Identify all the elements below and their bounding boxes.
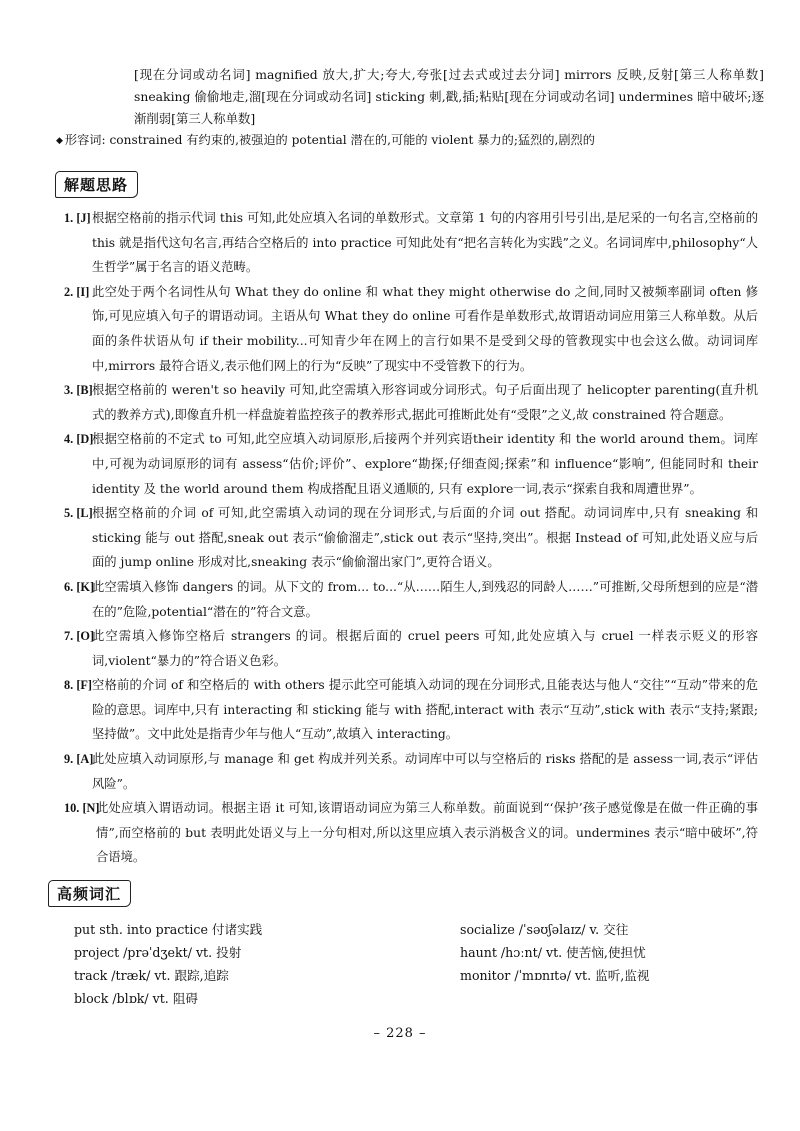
answer-explanation: 此处应填入谓语动词。根据主语 it 可知,该谓语动词应为第三人称单数。前面说到“‘保护’孩子感觉像是在做一件正确的事情”,而空格前的 but 表明此处语义与上一分句相对,所以这里应填入表示消极含义的词。undermines 表示“暗中破坏”,符合语境。 (96, 801, 758, 865)
answer-explanation: 此空处于两个名词性从句 What they do online 和 what they might otherwise do 之间,同时又被频率副词 often 修饰,可见应填入句子的谓语动词。主语从句 What they do online 可看作是单数形式,故谓语动词应用第三人称单数。从后面的条件状语从句 if their mobility...可知青少年在网上的言行如果不是受到父母的管教现实中也会这么做。动词词库中,mirrors 最符合语义,表示他们网上的行为“反映”了现实中不受管教下的行为。 (92, 284, 758, 373)
answer-explanation: 此空需填入修饰 dangers 的词。从下文的 from... to...“从……陌生人,到残忍的同龄人……”可推断,父母所想到的应是“潜在的”危险,potential“潜在的”符合文意。 (92, 579, 758, 619)
answer-list (64, 206, 758, 870)
answer-number: 2. [I] (64, 284, 90, 299)
section-heading-vocabulary: 高频词汇 (48, 880, 131, 907)
vocab-item: put sth. into practice 付诸实践 (74, 922, 263, 937)
page-number: – 228 – (373, 1026, 427, 1041)
answer-number: 5. [L] (64, 506, 93, 521)
answer-item (64, 280, 758, 378)
answer-number: 8. [F] (64, 678, 93, 693)
answer-explanation: 根据空格前的不定式 to 可知,此空应填入动词原形,后接两个并列宾语their identity 和 the world around them。词库中,可视为动词原形的词有 assess“估价;评价”、explore“勘探;仔细查阅;探索”和 influence“影响”, 但能同时和 their identity 及 the world around them 构成搭配且语义通顺的, 只有 explore一词,表示“探索自我和周遭世界”。 (92, 432, 758, 496)
answer-number: 3. [B] (64, 383, 93, 398)
answer-item (64, 501, 758, 575)
vocab-item: haunt /hɔːnt/ vt. 使苦恼,使担忧 (460, 945, 646, 960)
answer-item (64, 206, 758, 280)
answer-item (64, 747, 758, 796)
answer-explanation: 此处应填入动词原形,与 manage 和 get 构成并列关系。动词库中可以与空格后的 risks 搭配的是 assess一词,表示“评估风险”。 (92, 752, 758, 791)
answer-item (64, 624, 758, 673)
answer-item (64, 378, 758, 427)
answer-item (64, 673, 758, 747)
vocab-item: project /prəˈdʒekt/ vt. 投射 (74, 945, 242, 960)
diamond-bullet-icon: ◆ (56, 136, 63, 146)
answer-explanation: 空格前的介词 of 和空格后的 with others 提示此空可能填入动词的现在分词形式,且能表达与他人“交往”“互动”带来的危险的意思。词库中,只有 interacting 和 sticking 能与 with 搭配,interact with 表示“互动”,stick with 表示“支持;紧跟;坚持做”。文中此处是指青少年与他人“互动”,故填入 interacting。 (92, 678, 758, 742)
adjective-vocab-line (56, 130, 776, 151)
answer-explanation: 根据空格前的介词 of 可知,此空需填入动词的现在分词形式,与后面的介词 out 搭配。动词词库中,只有 sneaking 和 sticking 能与 out 搭配,sneak out 表示“偷偷溜走”,stick out 表示“坚持,突出”。根据 Instead of 可知,此处语义应与后面的 jump online 形成对比,sneaking 表示“偷偷溜出家门”,更符合语义。 (92, 506, 758, 570)
answer-number: 6. [K] (64, 579, 95, 594)
answer-explanation: 根据空格前的 weren't so heavily 可知,此空需填入形容词或分词形式。句子后面出现了 helicopter parenting(直升机式的教养方式),即像直升机一样盘旋着监控孩子的教养形式,据此可推断此处有“受限”之义,故 constrained 符合题意。 (92, 383, 758, 422)
vocab-item: track /træk/ vt. 跟踪,追踪 (74, 968, 229, 983)
verb-vocab-text: [现在分词或动名词] magnified 放大,扩大;夸大,夸张[过去式或过去分词] mirrors 反映,反射[第三人称单数] sneaking 偷偷地走,溜[现在分词或动名词] sticking 刺,戳,插;粘贴[现在分词或动名词] undermines 暗中破坏;逐渐削弱[第三人称单数] (134, 67, 764, 126)
answer-number: 9. [A] (64, 752, 94, 767)
answer-item (64, 427, 758, 501)
answer-number: 4. [D] (64, 432, 94, 447)
vocab-item: block /blɒk/ vt. 阻碍 (74, 991, 199, 1006)
answer-explanation: 此空需填入修饰空格后 strangers 的词。根据后面的 cruel peers 可知,此处应填入与 cruel 一样表示贬义的形容词,violent“暴力的”符合语义色彩。 (92, 629, 758, 668)
answer-number: 10. [N] (64, 801, 100, 816)
section-heading-solution: 解题思路 (55, 171, 138, 198)
answer-item (64, 575, 758, 624)
answer-item (64, 796, 758, 870)
answer-number: 7. [O] (64, 629, 95, 644)
vocab-item: socialize /ˈsəʊʃəlaɪz/ v. 交往 (460, 922, 629, 937)
adjective-vocab-text: 形容词: constrained 有约束的,被强迫的 potential 潜在的,可能的 violent 暴力的;猛烈的,剧烈的 (64, 133, 595, 147)
vocab-column-left (74, 918, 434, 1010)
vocab-item: monitor /ˈmɒnɪtə/ vt. 监听,监视 (460, 968, 650, 983)
answer-explanation: 根据空格前的指示代词 this 可知,此处应填入名词的单数形式。文章第 1 句的内容用引号引出,是尼采的一句名言,空格前的 this 就是指代这句名言,再结合空格后的 into practice 可知此处有“把名言转化为实践”之义。名词词库中,philosophy“人生哲学”属于名言的语义范畴。 (92, 211, 758, 275)
answer-number: 1. [J] (64, 211, 91, 225)
verb-vocab-continuation (134, 64, 764, 130)
vocab-column-right (460, 918, 740, 987)
